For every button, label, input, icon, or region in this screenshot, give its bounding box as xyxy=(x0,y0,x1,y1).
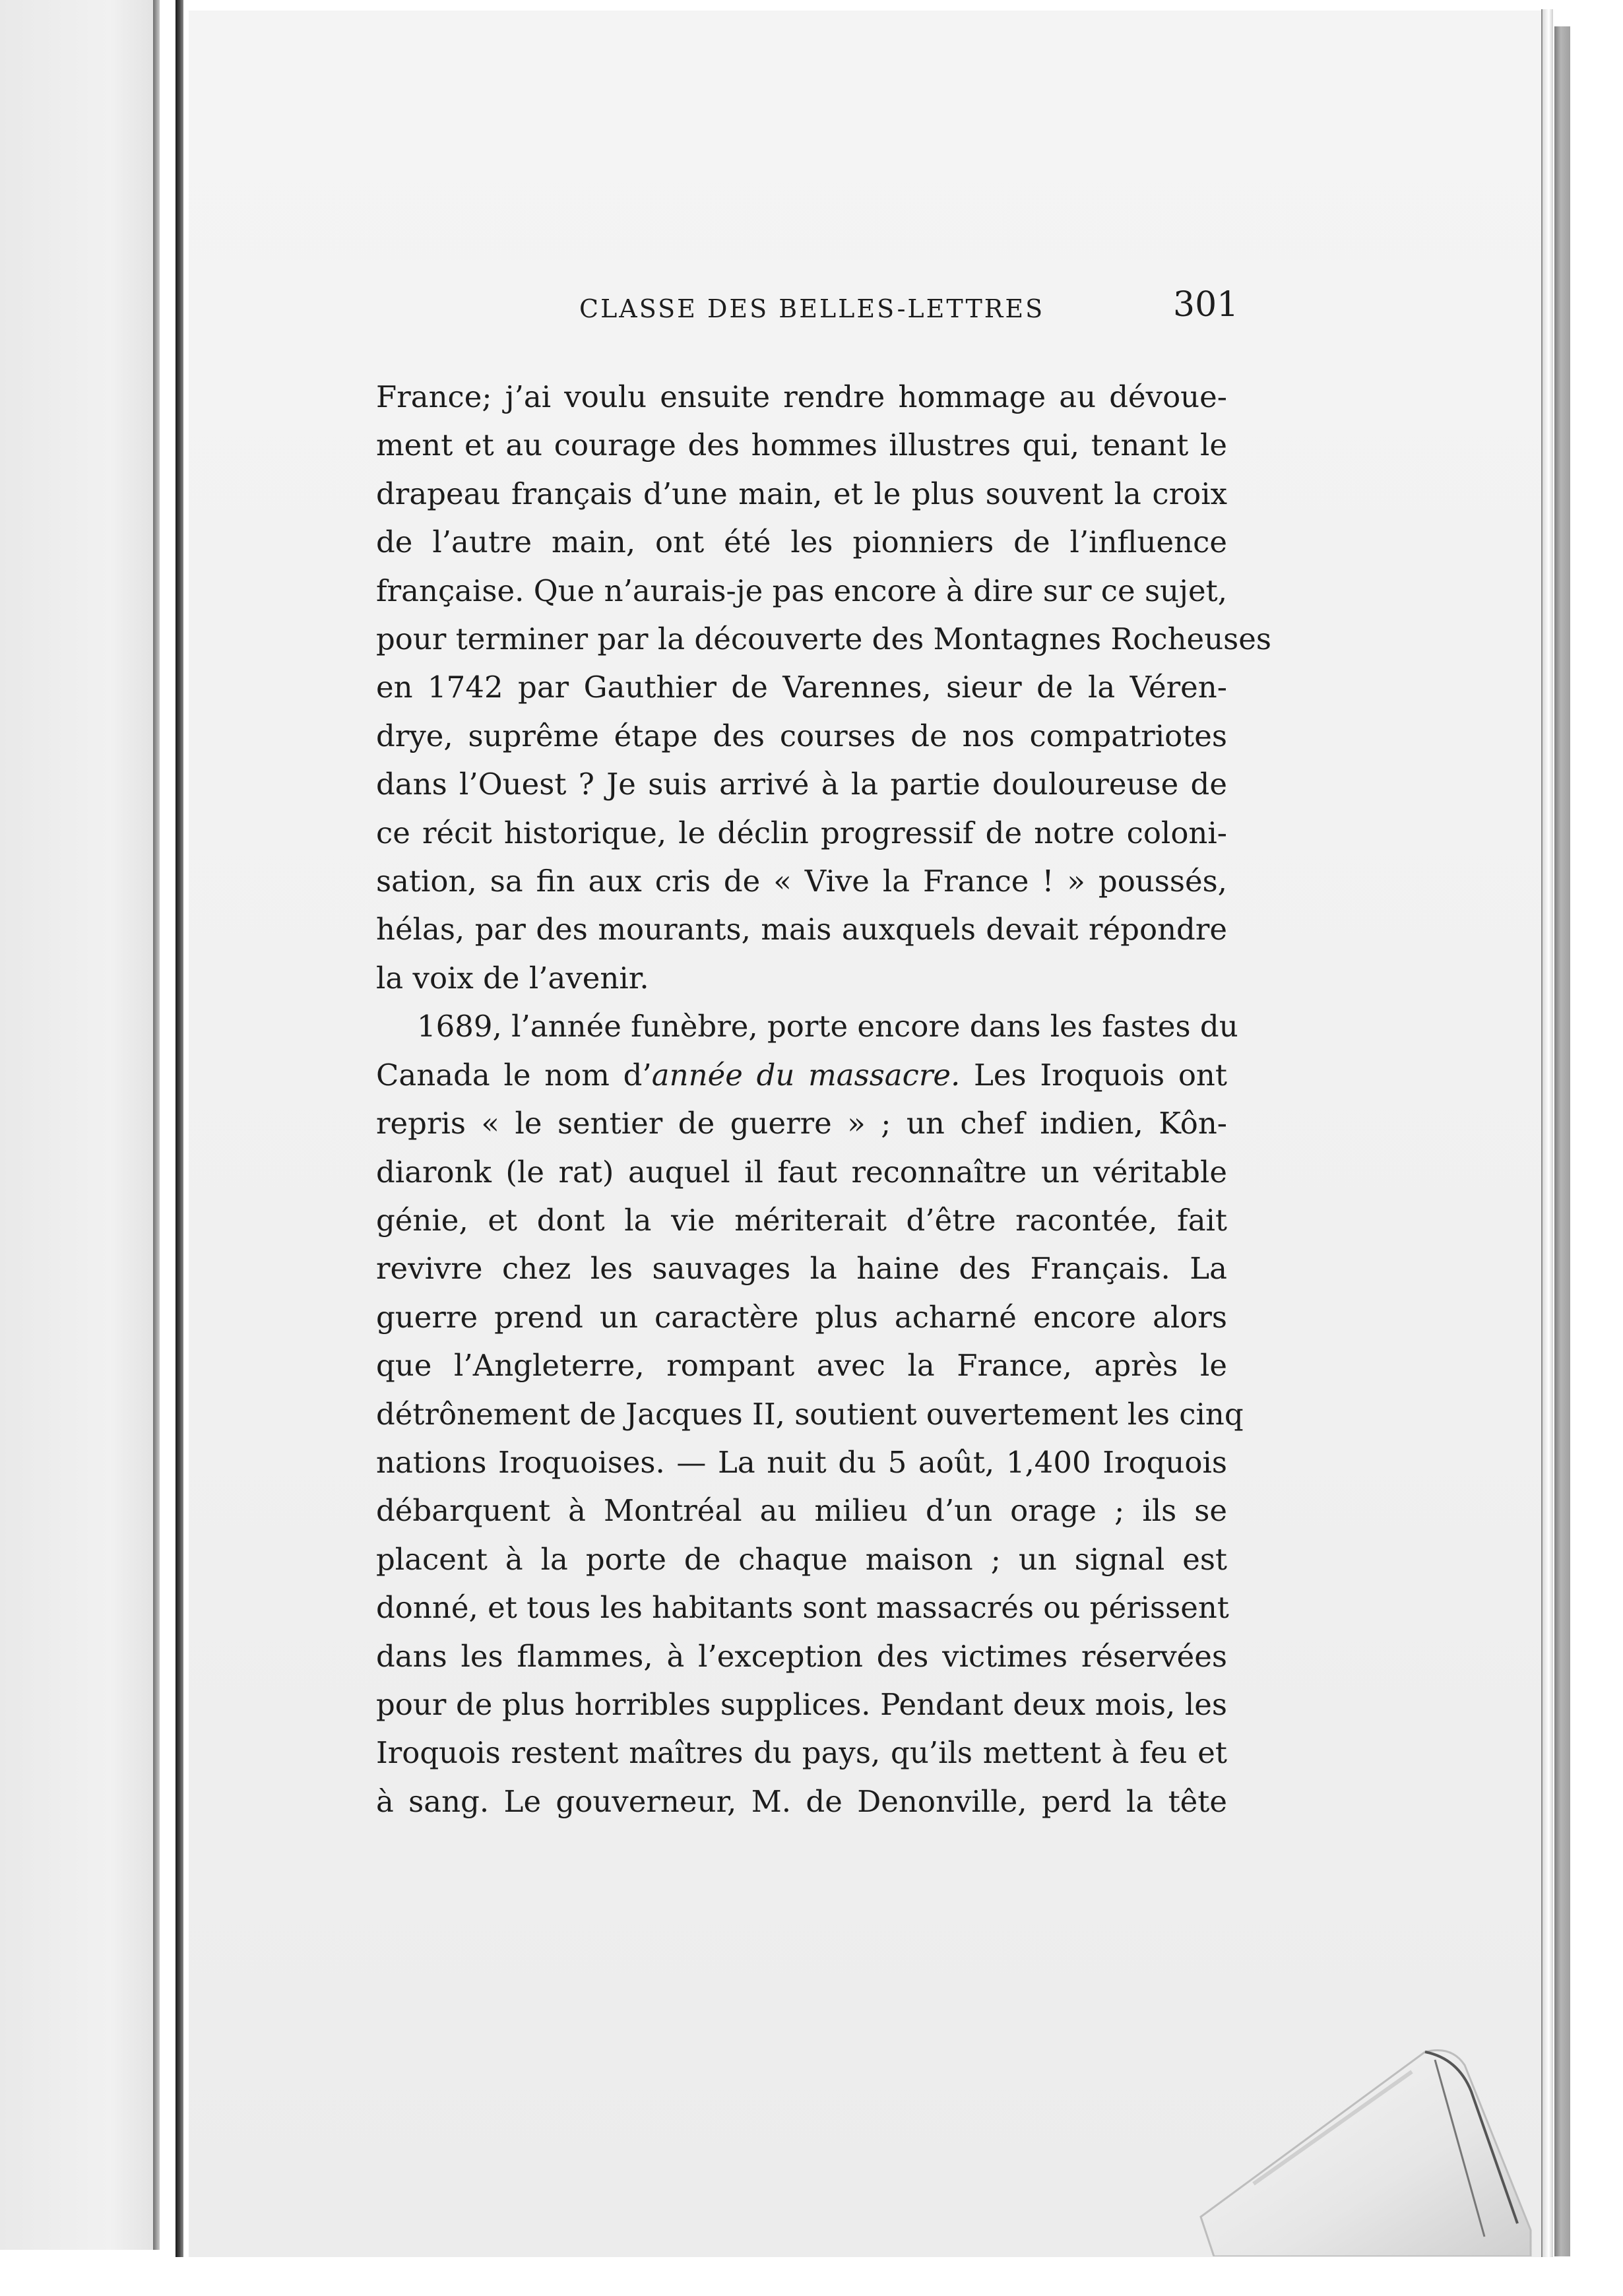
binding-gutter xyxy=(175,0,183,2260)
page-corner-curl xyxy=(1174,2019,1544,2256)
text-line: 1689, l’année funèbre, porte encore dans les fastes du xyxy=(417,1009,1238,1044)
text-segment: Les Iroquois ont xyxy=(960,1057,1227,1093)
running-header: CLASSE DES BELLES-LETTRES xyxy=(579,294,1045,323)
text-line: dans l’Ouest ? Je suis arrivé à la partie douloureuse de xyxy=(376,767,1227,802)
text-segment: Canada le nom d’ xyxy=(376,1057,652,1093)
page-number: 301 xyxy=(1173,285,1239,325)
text-line: revivre chez les sauvages la haine des Français. La xyxy=(376,1251,1227,1287)
page-right-edge xyxy=(1541,9,1553,2259)
text-line: hélas, par des mourants, mais auxquels devait répondre xyxy=(376,912,1227,947)
text-line: ment et au courage des hommes illustres qui, tenant le xyxy=(376,428,1227,463)
text-line: drapeau français d’une main, et le plus souvent la croix xyxy=(376,476,1227,511)
text-line: France; j’ai voulu ensuite rendre hommage au dévoue- xyxy=(376,379,1227,414)
text-line: la voix de l’avenir. xyxy=(376,960,649,996)
italic-phrase: année du massacre. xyxy=(651,1057,961,1093)
page-stack-edge xyxy=(1554,26,1570,2256)
text-line-with-italic xyxy=(376,1051,1227,1099)
text-line: drye, suprême étape des courses de nos compatriotes xyxy=(376,718,1227,753)
text-line: nations Iroquoises. — La nuit du 5 août, 1,400 Iroquois xyxy=(376,1444,1227,1480)
text-line: débarquent à Montréal au milieu d’un orage ; ils se xyxy=(376,1493,1227,1529)
text-line: ce récit historique, le déclin progressif de notre coloni- xyxy=(376,815,1227,850)
text-line: dans les flammes, à l’exception des victimes réservées xyxy=(376,1638,1227,1674)
text-line: guerre prend un caractère plus acharné encore alors xyxy=(376,1299,1227,1335)
page-fold-shadow xyxy=(153,0,160,2250)
text-line: à sang. Le gouverneur, M. de Denonville, perd la tête xyxy=(376,1783,1227,1819)
text-line: diaronk (le rat) auquel il faut reconnaître un véritable xyxy=(376,1154,1227,1190)
scan-margin-bottom xyxy=(0,2257,1623,2296)
body-text xyxy=(376,373,1271,1826)
previous-page-edge xyxy=(0,0,158,2250)
text-line: en 1742 par Gauthier de Varennes, sieur de la Véren- xyxy=(376,670,1227,705)
text-line: pour terminer par la découverte des Montagnes Rocheuses xyxy=(376,622,1271,657)
text-line: pour de plus horribles supplices. Pendant deux mois, les xyxy=(376,1686,1227,1722)
text-line: française. Que n’aurais-je pas encore à dire sur ce sujet, xyxy=(376,573,1227,608)
text-line: génie, et dont la vie mériterait d’être racontée, fait xyxy=(376,1202,1227,1238)
text-line: sation, sa fin aux cris de « Vive la France ! » poussés, xyxy=(376,864,1227,899)
text-line: détrônement de Jacques II, soutient ouvertement les cinq xyxy=(376,1396,1244,1432)
text-line: Iroquois restent maîtres du pays, qu’ils mettent à feu et xyxy=(376,1735,1227,1771)
text-line: placent à la porte de chaque maison ; un signal est xyxy=(376,1541,1227,1577)
text-line: donné, et tous les habitants sont massacrés ou périssent xyxy=(376,1590,1229,1626)
text-line: que l’Angleterre, rompant avec la France, après le xyxy=(376,1348,1227,1384)
text-line: repris « le sentier de guerre » ; un chef indien, Kôn- xyxy=(376,1106,1227,1141)
text-line: de l’autre main, ont été les pionniers de l’influence xyxy=(376,525,1227,560)
scan-margin-right xyxy=(1570,0,1623,2296)
